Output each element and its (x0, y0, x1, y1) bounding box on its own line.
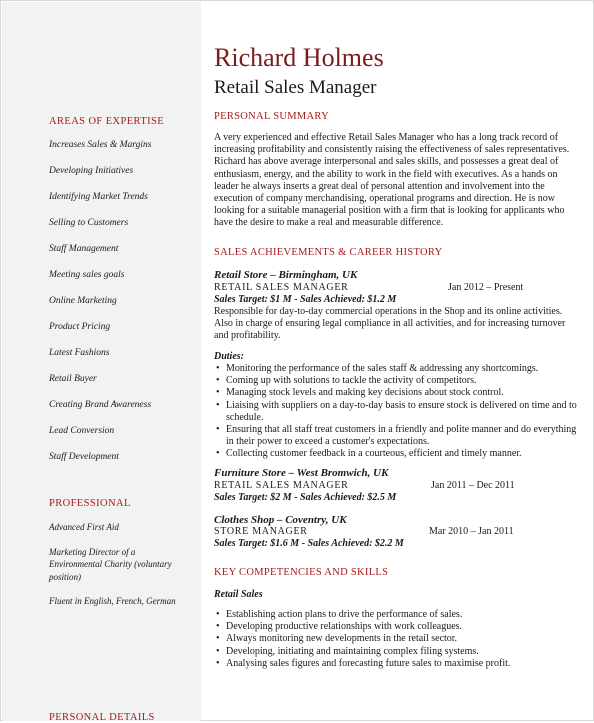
expertise-item: Developing Initiatives (49, 166, 134, 176)
job-company: Furniture Store – West Bromwich, UK (214, 467, 389, 479)
bullet-icon: • (216, 657, 220, 669)
professional-list (49, 521, 189, 620)
list-item: • Coming up with solutions to tackle the activity of competitors. (216, 375, 477, 387)
expertise-item: Meeting sales goals (49, 270, 125, 280)
list-item: • Always monitoring new developments in the retail sector. (216, 633, 458, 645)
professional-heading: PROFESSIONAL (49, 498, 131, 509)
list-item: • Establishing action plans to drive the performance of sales. (216, 609, 463, 620)
job-role: STORE MANAGER (214, 526, 308, 537)
expertise-item: Identifying Market Trends (49, 192, 148, 202)
bullet-icon: • (216, 621, 220, 633)
expertise-item: Selling to Customers (49, 218, 129, 228)
duties-list (214, 363, 579, 461)
bullet-icon: • (216, 448, 220, 460)
job-target: Sales Target: $1.6 M - Sales Achieved: $2.2 M (214, 538, 404, 549)
expertise-item: Online Marketing (49, 296, 117, 306)
expertise-heading: AREAS OF EXPERTISE (49, 116, 165, 127)
bullet-icon: • (216, 609, 220, 620)
expertise-item: Creating Brand Awareness (49, 400, 152, 410)
summary-text: A very experienced and effective Retail Sales Manager who has a long track record of increasing profitability and consistently raising the effectiveness of sales representatives. Richard has above average interpersonal and sales skills, and possesses a great deal of enthusiasm, energy, and the ability to work in the field with executives. As a hands on leader he always inserts a great deal of personal attention and involvement into the execution of company merchandising, operational programs and direction. He is now looking for a suitable managerial position with a firm that is looking for applicants who have the desire to make a real and measurable difference. (214, 132, 570, 229)
list-item: • Monitoring the performance of the sales staff & addressing any shortcomings. (216, 363, 539, 374)
duties-label: Duties: (214, 351, 244, 362)
competencies-label: Retail Sales (214, 589, 263, 600)
job-dates: Jan 2011 – Dec 2011 (431, 480, 515, 491)
professional-item: Fluent in English, French, German (49, 596, 176, 606)
job-company: Clothes Shop – Coventry, UK (214, 514, 347, 526)
job-role: RETAIL SALES MANAGER (214, 282, 349, 293)
candidate-name: Richard Holmes (214, 43, 384, 72)
expertise-item: Staff Development (49, 452, 119, 462)
personal-details-heading: PERSONAL DETAILS (49, 712, 155, 723)
bullet-icon: • (216, 424, 220, 436)
expertise-item: Staff Management (49, 244, 119, 254)
expertise-item: Latest Fashions (49, 348, 110, 358)
bullet-icon: • (216, 363, 220, 374)
job-company: Retail Store – Birmingham, UK (214, 269, 358, 281)
expertise-item: Product Pricing (49, 322, 111, 332)
career-heading: SALES ACHIEVEMENTS & CAREER HISTORY (214, 247, 443, 258)
job-role: RETAIL SALES MANAGER (214, 480, 349, 491)
competencies-list (214, 609, 579, 670)
bullet-icon: • (216, 645, 220, 657)
bullet-icon: • (216, 399, 220, 411)
job-dates: Mar 2010 – Jan 2011 (429, 526, 514, 537)
summary-heading: PERSONAL SUMMARY (214, 111, 329, 122)
list-item: • Analysing sales figures and forecasting future sales to maximise profit. (216, 657, 511, 669)
list-item: • Managing stock levels and making key decisions about stock control. (216, 387, 504, 399)
bullet-icon: • (216, 375, 220, 387)
expertise-item: Increases Sales & Margins (49, 140, 152, 150)
expertise-item: Lead Conversion (49, 426, 115, 436)
list-item: • Ensuring that all staff treat customers in a friendly and polite manner and do everything in their power to exceed a customer's expectations. (216, 424, 577, 448)
list-item: • Developing, initiating and maintaining complex filing systems. (216, 645, 479, 657)
candidate-title: Retail Sales Manager (214, 77, 377, 98)
professional-item: Marketing Director of a Environmental Charity (voluntary position) (49, 546, 172, 582)
job-description: Responsible for day-to-day commercial operations in the Shop and its online activities. Also in charge of ensuring legal compliance in all activities, and for increasing turnover and profitability. (214, 306, 566, 342)
list-item: • Collecting customer feedback in a courteous, efficient and timely manner. (216, 448, 522, 460)
job-target: Sales Target: $1 M - Sales Achieved: $1.2 M (214, 294, 397, 305)
list-item: • Developing productive relationships with work colleagues. (216, 621, 463, 633)
expertise-item: Retail Buyer (49, 374, 97, 384)
competencies-heading: KEY COMPETENCIES AND SKILLS (214, 567, 389, 578)
professional-item: Advanced First Aid (49, 522, 119, 532)
job-target: Sales Target: $2 M - Sales Achieved: $2.5 M (214, 492, 397, 503)
bullet-icon: • (216, 633, 220, 645)
bullet-icon: • (216, 387, 220, 399)
list-item: • Liaising with suppliers on a day-to-day basis to ensure stock is delivered on time and to schedule. (216, 399, 577, 423)
expertise-list (49, 137, 151, 475)
job-dates: Jan 2012 – Present (448, 282, 524, 293)
